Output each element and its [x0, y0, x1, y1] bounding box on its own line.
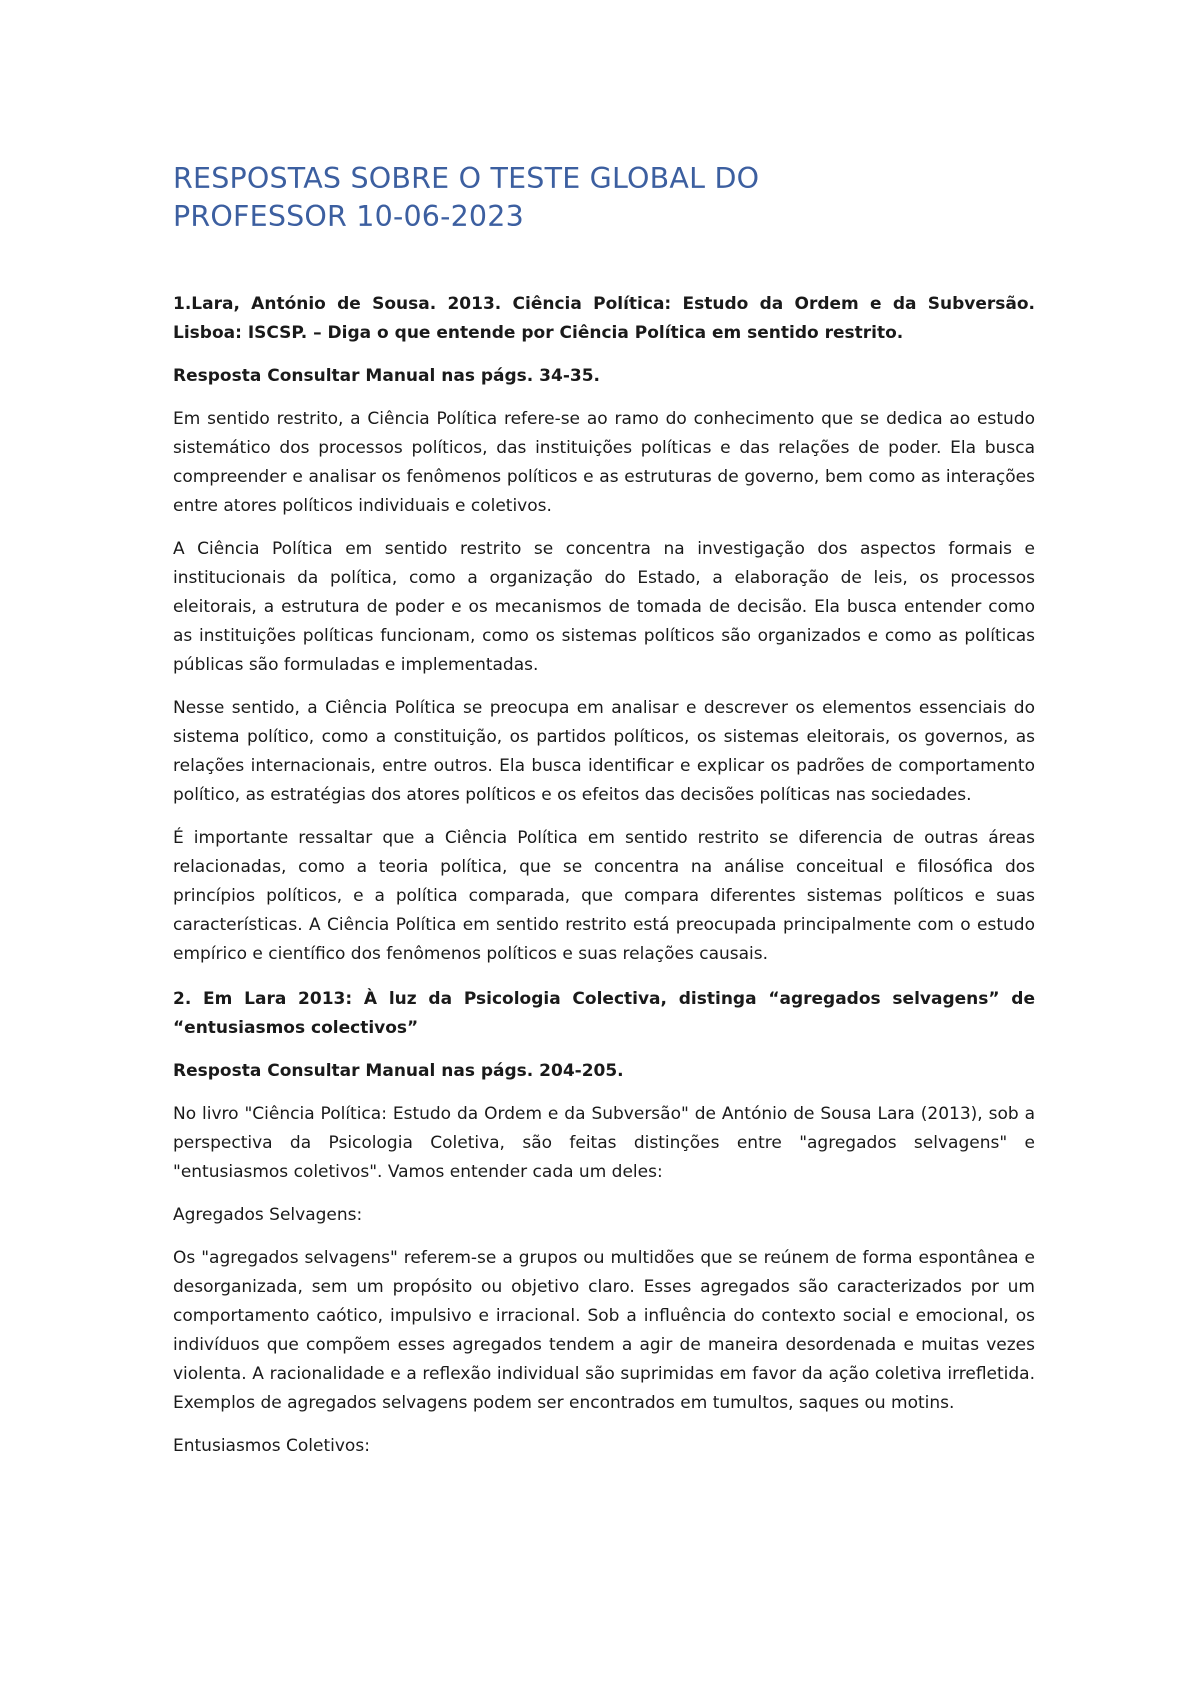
agregados-selvagens-paragraph: Os "agregados selvagens" referem-se a grupos ou multidões que se reúnem de forma espontânea e desorganizada, sem um propósito ou objetivo claro. Esses agregados são caracterizados por um comportamento caótico, impulsivo e irracional. Sob a influência do contexto social e emocional, os indivíduos que compõem esses agregados tendem a agir de maneira desordenada e muitas vezes violenta. A racionalidade e a reflexão individual são suprimidas em favor da ação coletiva irrefletida. Exemplos de agregados selvagens podem ser encontrados em tumultos, saques ou motins. — [173, 1248, 1035, 1413]
answer-2-reference: Resposta Consultar Manual nas págs. 204-205. — [173, 1061, 624, 1081]
subheading-agregados-selvagens: Agregados Selvagens: — [173, 1205, 363, 1225]
document-page — [173, 160, 1035, 1461]
answer-2-intro: No livro "Ciência Política: Estudo da Ordem e da Subversão" de António de Sousa Lara (2013), sob a perspectiva da Psicologia Coletiva, são feitas distinções entre "agregados selvagens" e "entusiasmos coletivos". Vamos entender cada um deles: — [173, 1104, 1035, 1182]
answer-1-paragraph: É importante ressaltar que a Ciência Política em sentido restrito se diferencia de outras áreas relacionadas, como a teoria política, que se concentra na análise conceitual e filosófica dos princípios políticos, e a política comparada, que compara diferentes sistemas políticos e suas características. A Ciência Política em sentido restrito está preocupada principalmente com o estudo empírico e científico dos fenômenos políticos e suas relações causais. — [173, 828, 1035, 964]
document-title — [173, 160, 1035, 236]
question-1: 1.Lara, António de Sousa. 2013. Ciência Política: Estudo da Ordem e da Subversão. Lisboa: ISCSP. – Diga o que entende por Ciência Política em sentido restrito. — [173, 294, 1035, 343]
title-line-1: RESPOSTAS SOBRE O TESTE GLOBAL DO — [173, 162, 760, 195]
answer-1-paragraph: Nesse sentido, a Ciência Política se preocupa em analisar e descrever os elementos essenciais do sistema político, como a constituição, os partidos políticos, os sistemas eleitorais, os governos, as relações internacionais, entre outros. Ela busca identificar e explicar os padrões de comportamento político, as estratégias dos atores políticos e os efeitos das decisões políticas nas sociedades. — [173, 698, 1035, 805]
answer-1-reference: Resposta Consultar Manual nas págs. 34-35. — [173, 366, 600, 386]
title-line-2: PROFESSOR 10-06-2023 — [173, 200, 524, 233]
subheading-entusiasmos-coletivos: Entusiasmos Coletivos: — [173, 1436, 370, 1456]
answer-1-paragraph: Em sentido restrito, a Ciência Política refere-se ao ramo do conhecimento que se dedica ao estudo sistemático dos processos políticos, das instituições políticas e das relações de poder. Ela busca compreender e analisar os fenômenos políticos e as estruturas de governo, bem como as interações entre atores políticos individuais e coletivos. — [173, 409, 1035, 516]
question-2: 2. Em Lara 2013: À luz da Psicologia Colectiva, distinga “agregados selvagens” de “entusiasmos colectivos” — [173, 989, 1035, 1038]
answer-1-paragraph: A Ciência Política em sentido restrito se concentra na investigação dos aspectos formais e institucionais da política, como a organização do Estado, a elaboração de leis, os processos eleitorais, a estrutura de poder e os mecanismos de tomada de decisão. Ela busca entender como as instituições políticas funcionam, como os sistemas políticos são organizados e como as políticas públicas são formuladas e implementadas. — [173, 539, 1035, 675]
